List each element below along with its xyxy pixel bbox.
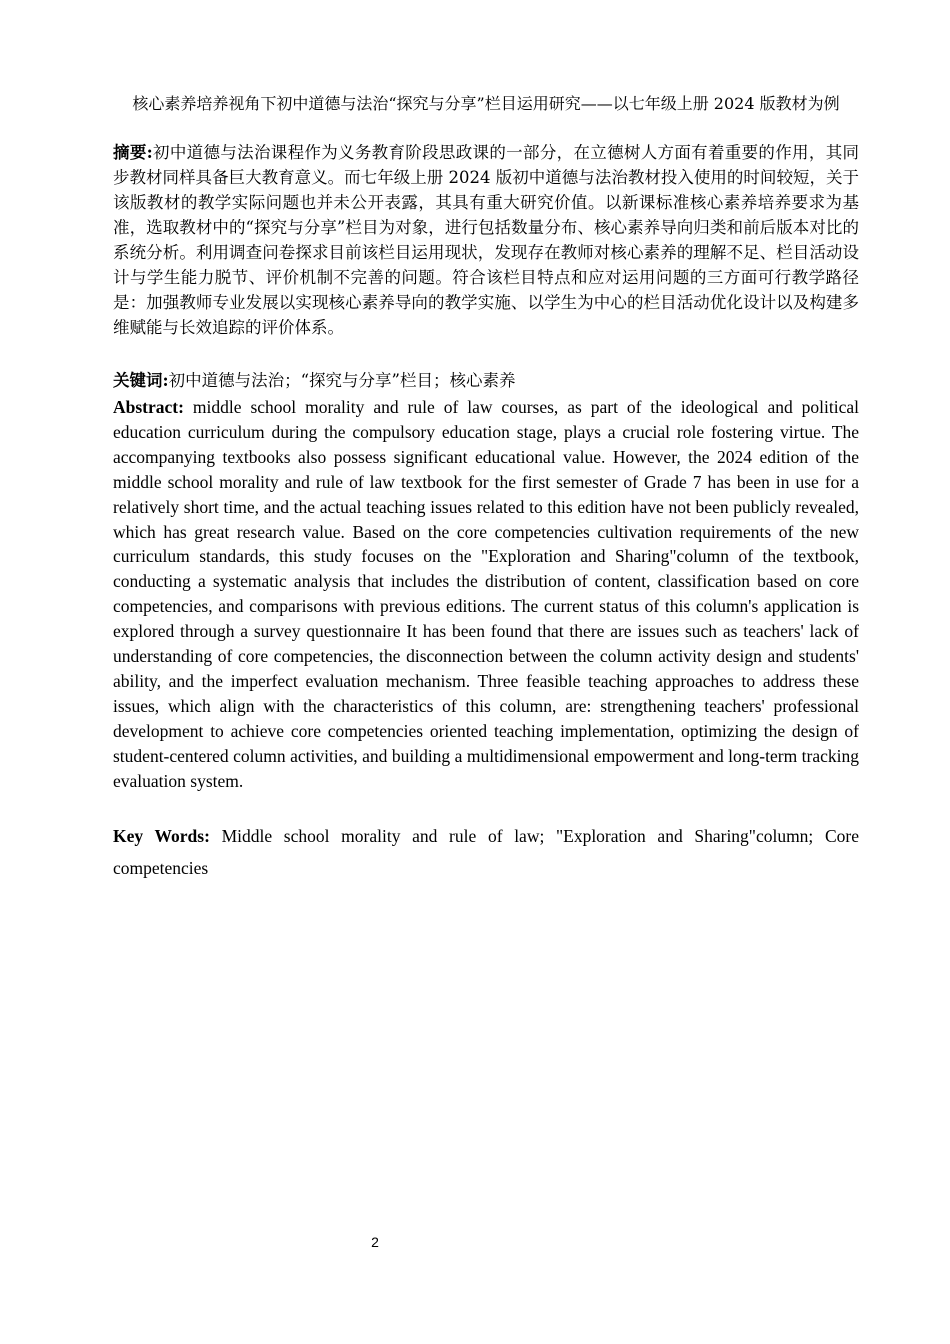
chinese-keywords — [113, 369, 859, 393]
chinese-abstract — [113, 140, 859, 340]
english-abstract-text: middle school morality and rule of law courses, as part of the ideological and political education curriculum during the compulsory education stage, plays a crucial role fostering virtue. The accompanying textbooks also possess significant educational value. However, the 2024 edition of the middle school morality and rule of law textbook for the first semester of Grade 7 has been in use for a relatively short time, and the actual teaching issues related to this edition have not been publicly revealed, which has great research value. Based on the core competencies cultivation requirements of the new curriculum standards, this study focuses on the "Exploration and Sharing"column of the textbook, conducting a systematic analysis that includes the distribution of content, classification based on core competencies, and comparisons with previous editions. The current status of this column's application is explored through a survey questionnaire It has been found that there are issues such as teachers' lack of understanding of core competencies, the disconnection between the column activity design and students' ability, and the imperfect evaluation mechanism. Three feasible teaching approaches to address these issues, which align with the characteristics of this column, are: strengthening teachers' professional development to achieve core competencies oriented teaching implementation, optimizing the design of student-centered column activities, and building a multidimensional empowerment and long-term tracking evaluation system. — [113, 397, 860, 791]
english-keywords — [113, 820, 859, 884]
chinese-keywords-label: 关键词: — [113, 371, 169, 390]
chinese-abstract-label: 摘要: — [113, 143, 153, 162]
page-number: 2 — [371, 1234, 379, 1250]
english-keywords-label: Key Words: — [113, 826, 210, 846]
chinese-keywords-text: 初中道德与法治；“探究与分享”栏目；核心素养 — [168, 371, 516, 390]
english-keywords-text: Middle school morality and rule of law; "Exploration and Sharing"column; Core competencies — [113, 826, 859, 878]
chinese-abstract-text: 初中道德与法治课程作为义务教育阶段思政课的一部分，在立德树人方面有着重要的作用，其同步教材同样具备巨大教育意义。而七年级上册 2024 版初中道德与法治教材投入使用的时间较短，关于该版教材的教学实际问题也并未公开表露，其具有重大研究价值。以新课标准核心素养培养要求为基准，选取教材中的“探究与分享”栏目为对象，进行包括数量分布、核心素养导向归类和前后版本对比的系统分析。利用调查问卷探求目前该栏目运用现状，发现存在教师对核心素养的理解不足、栏目活动设计与学生能力脱节、评价机制不完善的问题。符合该栏目特点和应对运用问题的三方面可行教学路径是：加强教师专业发展以实现核心素养导向的教学实施、以学生为中心的栏目活动优化设计以及构建多维赋能与长效追踪的评价体系。 — [113, 143, 860, 337]
english-abstract-label: Abstract: — [113, 397, 184, 417]
paper-title: 核心素养培养视角下初中道德与法治“探究与分享”栏目运用研究——以七年级上册 2024 版教材为例 — [132, 94, 840, 113]
english-abstract — [113, 395, 859, 794]
